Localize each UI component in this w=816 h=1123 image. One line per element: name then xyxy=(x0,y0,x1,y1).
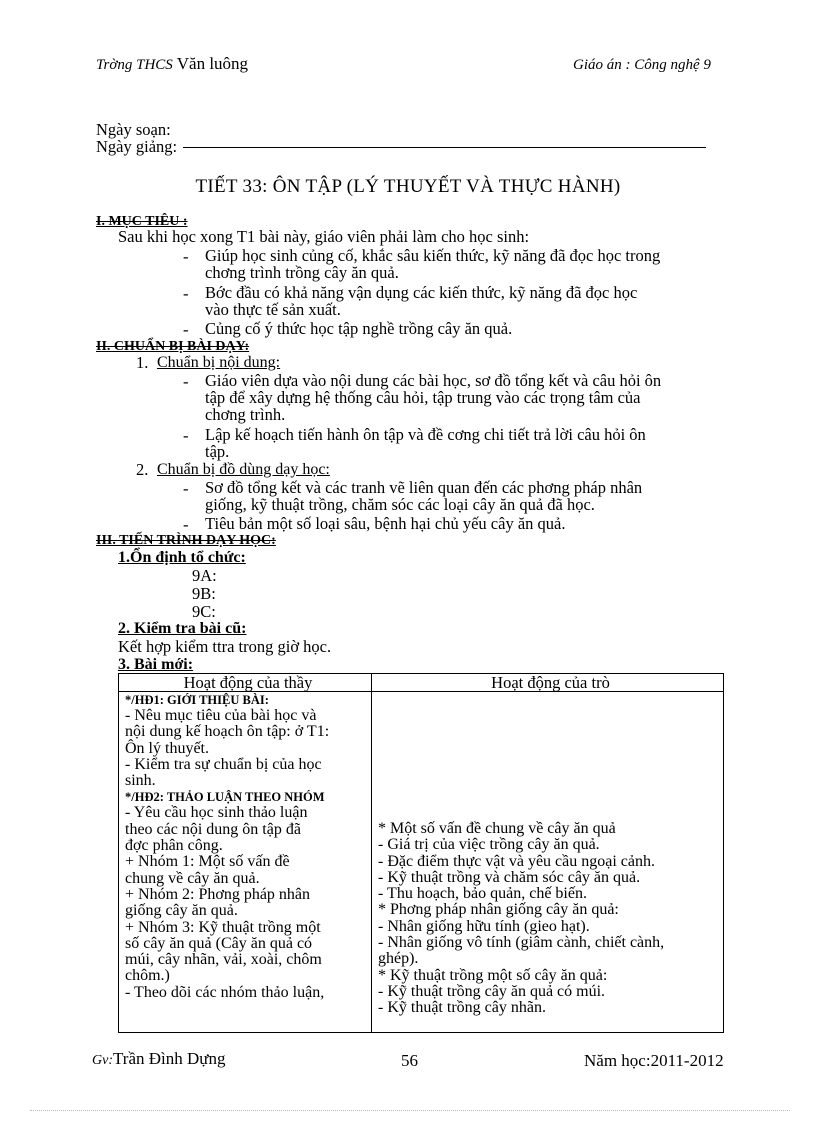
student-activity-line: - Kỹ thuật trồng cây ăn quả có múi. xyxy=(378,982,606,1000)
class-9c: 9C: xyxy=(192,602,216,621)
page-number: 56 xyxy=(401,1051,418,1070)
teacher-activity-line: theo các nội dung ôn tập đã xyxy=(125,820,301,838)
header-doc-title: Giáo án : Công nghệ 9 xyxy=(573,57,711,73)
header-school xyxy=(96,54,248,74)
teacher-activities xyxy=(125,692,371,1001)
teacher-activity-line: đợc phân công. xyxy=(125,837,223,855)
teacher-cell xyxy=(119,692,372,1033)
header-school-script: Trờng THCS xyxy=(96,57,173,73)
sub2-item-1-line1: Sơ đồ tổng kết và các tranh vẽ liên quan đến các phơng pháp nhân xyxy=(205,478,643,497)
student-activity-line: - Đặc điểm thực vật và yêu cầu ngoại cảnh. xyxy=(378,852,655,870)
section2-sub2-num: 2. xyxy=(136,460,149,479)
table-row xyxy=(119,692,724,1033)
section2-sub2-label: Chuẩn bị đồ dùng dạy học: xyxy=(157,461,330,478)
sub1-item-1-line3: chơng trình. xyxy=(205,405,286,424)
teacher-activity-line: + Nhóm 1: Một số vấn đề xyxy=(125,853,290,871)
lesson-title: TIẾT 33: ÔN TẬP (LÝ THUYẾT VÀ THỰC HÀNH) xyxy=(195,176,621,197)
footer-school-year: Năm học:2011-2012 xyxy=(584,1051,724,1070)
teacher-activity-line: + Nhóm 2: Phơng pháp nhân xyxy=(125,885,311,903)
teacher-activity-line: chôm.) xyxy=(125,967,170,985)
teacher-activity-line: số cây ăn quả (Cây ăn quả có xyxy=(125,934,313,952)
class-9b: 9B: xyxy=(192,584,216,603)
teacher-activity-line: - Kiểm tra sự chuẩn bị của học xyxy=(125,755,322,773)
student-activity-line: - Kỹ thuật trồng cây nhãn. xyxy=(378,999,546,1017)
footer-teacher-name: Trần Đình Dựng xyxy=(113,1049,226,1068)
section2-sub1-num: 1. xyxy=(136,353,149,372)
footer-teacher xyxy=(92,1049,225,1069)
teacher-activity-line: nội dung kế hoạch ôn tập: ở T1: xyxy=(125,723,330,741)
student-activity-line: * Kỹ thuật trồng một số cây ăn quả: xyxy=(378,966,608,984)
sub1-item-1-line2: tập để xây dựng hệ thống câu hỏi, tập trung vào các trọng tâm của xyxy=(205,388,641,407)
teacher-activity-line: - Theo dõi các nhóm thảo luận, xyxy=(125,983,325,1001)
date-divider xyxy=(183,147,706,148)
teacher-activity-heading: */HĐ2: THẢO LUẬN THEO NHÓM xyxy=(125,790,325,805)
bottom-divider xyxy=(30,1110,790,1111)
teacher-activity-line: - Yêu cầu học sinh thảo luận xyxy=(125,804,308,822)
section1-intro: Sau khi học xong T1 bài này, giáo viên phải làm cho học sinh: xyxy=(118,227,530,246)
col-teacher-header: Hoạt động của thầy xyxy=(119,674,372,692)
teacher-activity-line: + Nhóm 3: Kỹ thuật trồng một xyxy=(125,918,321,936)
section3-s2-text: Kết hợp kiểm ttra trong giờ học. xyxy=(118,637,332,656)
sub2-item-1-line2: giống, kỹ thuật trồng, chăm sóc các loại cây ăn quả đã học. xyxy=(205,495,595,514)
student-activity-line: - Kỹ thuật trồng và chăm sóc cây ăn quả. xyxy=(378,868,641,886)
section3-s1: 1.Ổn định tổ chức: xyxy=(118,549,246,566)
section1-item-2-line2: vào thực tế sản xuất. xyxy=(205,300,341,319)
student-activities xyxy=(378,692,723,1017)
bullet-dash: - xyxy=(183,372,189,391)
sub1-item-2-line2: tập. xyxy=(205,442,230,461)
student-activity-line: - Thu hoạch, bảo quản, chế biến. xyxy=(378,885,587,903)
section1-item-1-line1: Giúp học sinh củng cố, khắc sâu kiến thức, kỹ năng đã đọc học trong xyxy=(205,246,661,265)
teacher-activity-heading: */HĐ1: GIỚI THIỆU BÀI: xyxy=(125,693,269,707)
sub1-item-2-line1: Lập kế hoạch tiến hành ôn tập và đề cơng chi tiết trả lời câu hỏi ôn xyxy=(205,425,646,444)
bullet-dash: - xyxy=(183,515,189,534)
activity-table xyxy=(118,673,724,1033)
student-activity-line: * Một số vấn đề chung về cây ăn quả xyxy=(378,820,616,837)
section3-s2: 2. Kiểm tra bài cũ: xyxy=(118,620,247,637)
section1-heading: I. MỤC TIÊU : xyxy=(96,214,188,229)
section3-s3: 3. Bài mới: xyxy=(118,656,194,673)
teacher-activity-line: chung về cây ăn quả. xyxy=(125,869,260,887)
bullet-dash: - xyxy=(183,247,189,266)
teacher-activity-line: sinh. xyxy=(125,772,156,790)
teacher-activity-line: múi, cây nhãn, vải, xoài, chôm xyxy=(125,951,322,969)
header-school-name: Văn luông xyxy=(176,54,249,73)
student-activity-line: - Nhân giống hữu tính (gieo hạt). xyxy=(378,917,590,935)
section2-heading: II. CHUẨN BỊ BÀI DẠY: xyxy=(96,339,250,354)
bullet-dash: - xyxy=(183,320,189,339)
section1-item-3-line1: Củng cố ý thức học tập nghề trồng cây ăn quả. xyxy=(205,319,513,338)
student-activity-line: ghép). xyxy=(378,950,419,968)
section3-heading: III. TIẾN TRÌNH DẠY HỌC: xyxy=(96,533,276,548)
bullet-dash: - xyxy=(183,426,189,445)
section1-item-1-line2: chơng trình trồng cây ăn quả. xyxy=(205,263,399,282)
date-taught: Ngày giảng: xyxy=(96,137,178,156)
teacher-activity-line: Ôn lý thuyết. xyxy=(125,739,209,757)
sub2-item-2-line1: Tiêu bản một số loại sâu, bệnh hại chủ yếu cây ăn quả. xyxy=(205,514,566,533)
teacher-activity-line: - Nêu mục tiêu của bài học và xyxy=(125,707,317,724)
date-prepared: Ngày soạn: xyxy=(96,120,171,139)
class-9a: 9A: xyxy=(192,566,217,585)
bullet-dash: - xyxy=(183,284,189,303)
student-cell xyxy=(372,692,724,1033)
col-student-header: Hoạt động của trò xyxy=(372,674,724,692)
bullet-dash: - xyxy=(183,479,189,498)
footer-gv-label: Gv: xyxy=(92,1053,113,1068)
section2-sub1-label: Chuẩn bị nội dung: xyxy=(157,354,281,371)
table-header-row xyxy=(119,674,724,692)
sub1-item-1-line1: Giáo viên dựa vào nội dung các bài học, sơ đồ tổng kết và câu hỏi ôn xyxy=(205,371,662,390)
student-activity-line: - Nhân giống vô tính (giâm cành, chiết cành, xyxy=(378,934,665,952)
section1-item-2-line1: Bớc đầu có khả năng vận dụng các kiến thức, kỹ năng đã đọc học xyxy=(205,283,638,302)
teacher-activity-line: giống cây ăn quả. xyxy=(125,902,238,920)
student-activity-line: * Phơng pháp nhân giống cây ăn quả: xyxy=(378,901,619,919)
student-activity-line: - Giá trị của việc trồng cây ăn quả. xyxy=(378,836,600,854)
